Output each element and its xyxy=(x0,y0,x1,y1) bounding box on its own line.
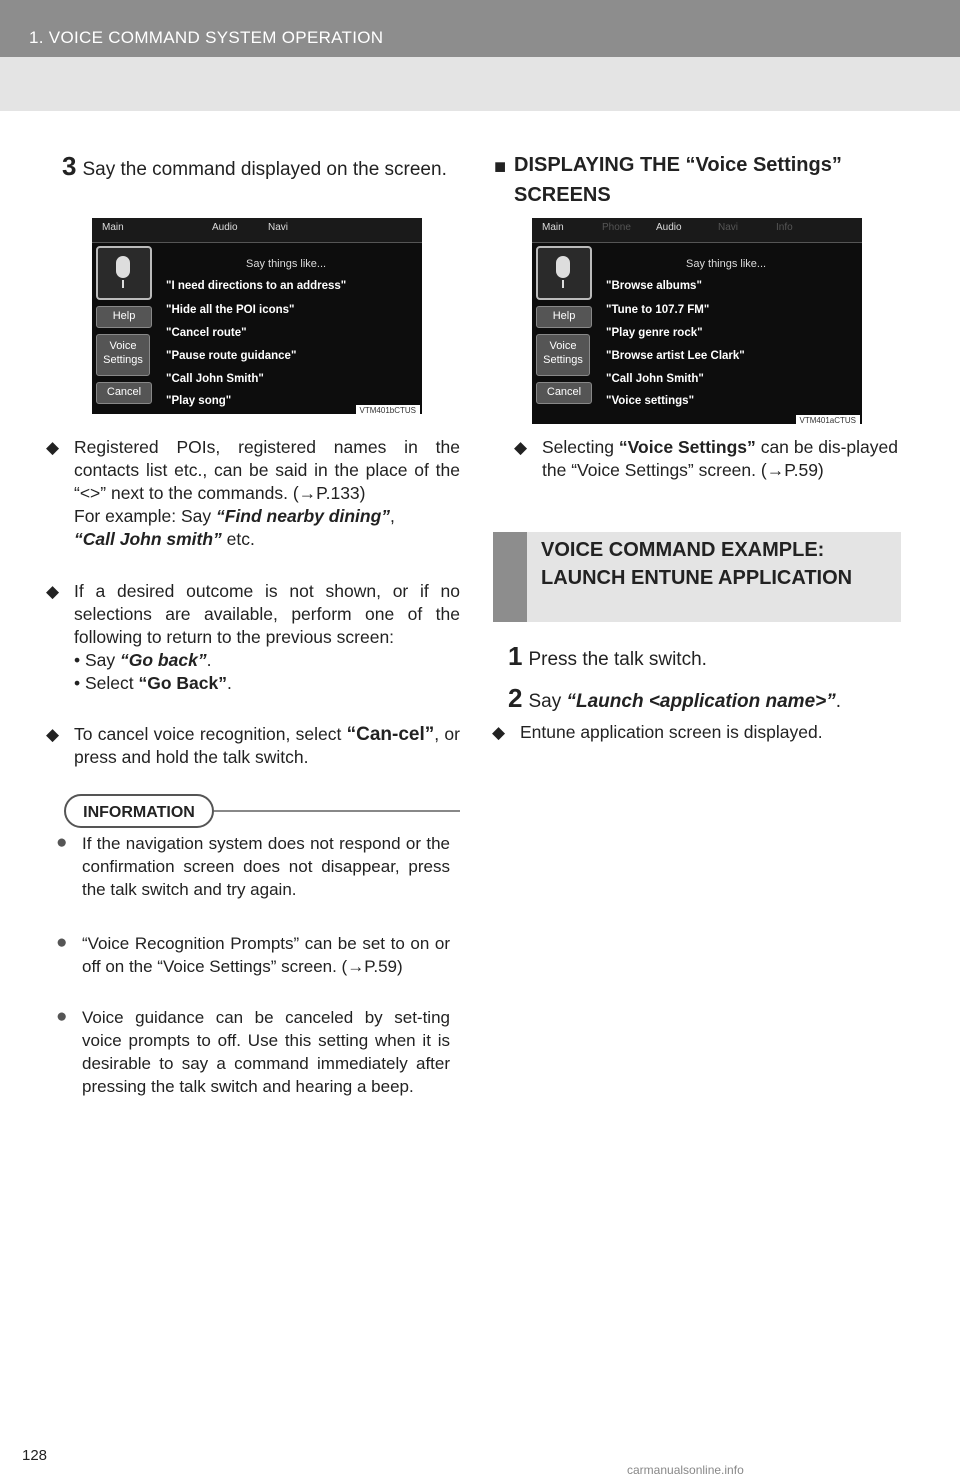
microphone-icon xyxy=(96,246,152,300)
tab-main: Main xyxy=(102,222,124,233)
sub-suffix: . xyxy=(206,650,212,670)
step-1 xyxy=(508,642,908,674)
help-button: Help xyxy=(96,306,152,328)
tab-info: Info xyxy=(776,222,793,233)
command-text: “Launch <application name>” xyxy=(566,691,836,712)
bullet-text: can be dis-played the “Voice Settings” screen. (→P.59) xyxy=(542,437,898,480)
command-item: "Browse albums" xyxy=(606,280,702,292)
bullet-text: Entune application screen is displayed. xyxy=(520,722,823,742)
voice-screen-image-left xyxy=(92,218,422,414)
bullet-text: To cancel voice recognition, select xyxy=(74,724,347,744)
command-item: "Browse artist Lee Clark" xyxy=(606,350,745,362)
bullet-text: Selecting xyxy=(542,437,619,457)
bullet-text: If a desired outcome is not shown, or if no selections are available, perform one of the following to return to the previous screen: xyxy=(74,581,460,647)
bullet-cancel xyxy=(46,723,460,769)
command-item: "I need directions to an address" xyxy=(166,280,347,292)
step-text: Press the talk switch. xyxy=(528,649,707,670)
bullet-registered-pois xyxy=(46,436,460,551)
screen-side-buttons xyxy=(96,246,152,404)
cancel-button: Cancel xyxy=(536,382,592,404)
button-name: “Voice Settings” xyxy=(618,437,756,457)
tab-phone: Phone xyxy=(602,222,631,233)
section-title: 1. VOICE COMMAND SYSTEM OPERATION xyxy=(29,28,384,47)
section-heading xyxy=(494,150,904,210)
info-text: Voice guidance can be canceled by set-ting voice prompts to off. Use this setting when it is desirable to say a command immediately after pressing the talk switch and hearing a beep. xyxy=(82,1008,450,1096)
image-code: VTM401aCTUS xyxy=(796,415,860,424)
example-prefix: For example: Say xyxy=(74,506,216,526)
bullet-icon: ● xyxy=(56,932,68,953)
bullet-icon: ◆ xyxy=(46,725,60,744)
square-bullet-icon: ■ xyxy=(494,156,507,178)
step-3 xyxy=(62,152,462,184)
help-button: Help xyxy=(536,306,592,328)
tab-audio: Audio xyxy=(212,222,238,233)
command-item: "Play song" xyxy=(166,395,232,407)
bullet-voice-settings xyxy=(514,436,898,482)
say-things-prompt: Say things like... xyxy=(686,258,767,270)
voice-screen-image-right xyxy=(532,218,862,424)
say-things-prompt: Say things like... xyxy=(246,258,327,270)
watermark: carmanualsonline.info xyxy=(627,1463,744,1477)
example-comma: , xyxy=(390,506,395,526)
step-text: Say xyxy=(528,691,567,712)
information-label: INFORMATION xyxy=(64,794,214,828)
bullet-icon: ◆ xyxy=(46,582,60,601)
page-header xyxy=(0,0,960,57)
information-divider xyxy=(214,810,460,812)
bullet-go-back xyxy=(46,580,460,695)
sub-prefix: • Select xyxy=(74,673,139,693)
voice-settings-button: Voice Settings xyxy=(96,334,150,376)
example-suffix: etc. xyxy=(221,529,255,549)
button-name: “Go Back” xyxy=(138,673,227,693)
voice-settings-button: Voice Settings xyxy=(536,334,590,376)
section-heading-text: DISPLAYING THE “Voice Settings” SCREENS xyxy=(514,154,842,206)
tab-audio: Audio xyxy=(656,222,682,233)
step-number: 3 xyxy=(62,151,77,181)
command-item: "Cancel route" xyxy=(166,327,247,339)
command-item: "Voice settings" xyxy=(606,395,695,407)
screen-tabs xyxy=(532,218,862,243)
bullet-icon: ● xyxy=(56,1006,68,1027)
step-number: 1 xyxy=(508,641,523,671)
bullet-icon: ● xyxy=(56,832,68,853)
tab-navi: Navi xyxy=(268,222,289,233)
info-text: “Voice Recognition Prompts” can be set to on or off on the “Voice Settings” screen. (→P.59) xyxy=(82,934,450,976)
info-text: If the navigation system does not respond or the confirmation screen does not disappear, press the talk switch and try again. xyxy=(82,834,450,899)
box-title: VOICE COMMAND EXAMPLE: LAUNCH ENTUNE APPLICATION xyxy=(541,539,853,589)
cancel-button: Cancel xyxy=(96,382,152,404)
bullet-icon: ◆ xyxy=(46,438,60,457)
screen-side-buttons xyxy=(536,246,592,404)
command-item: "Pause route guidance" xyxy=(166,350,297,362)
info-item xyxy=(56,932,450,978)
step-suffix: . xyxy=(835,691,842,712)
page-number: 128 xyxy=(22,1447,48,1464)
command-text: “Go back” xyxy=(120,650,207,670)
step-text: Say the command displayed on the screen. xyxy=(82,159,447,180)
sub-prefix: • Say xyxy=(74,650,121,670)
image-code: VTM401bCTUS xyxy=(356,405,420,414)
example-command: “Find nearby dining” xyxy=(216,506,391,526)
bullet-icon: ◆ xyxy=(514,438,528,457)
bullet-text: , or press and hold the talk switch. xyxy=(74,724,460,767)
sub-suffix: . xyxy=(227,673,232,693)
tab-navi: Navi xyxy=(718,222,739,233)
screen-tabs xyxy=(92,218,422,243)
example-command: “Call John smith” xyxy=(74,529,222,549)
step-2 xyxy=(508,684,908,716)
command-item: "Hide all the POI icons" xyxy=(166,304,295,316)
button-name: “Can-cel” xyxy=(346,724,435,745)
microphone-icon xyxy=(536,246,592,300)
header-band xyxy=(0,57,960,111)
command-item: "Tune to 107.7 FM" xyxy=(606,304,710,316)
box-accent-bar xyxy=(493,532,527,622)
info-item xyxy=(56,832,450,901)
bullet-icon: ◆ xyxy=(492,723,506,742)
bullet-entune xyxy=(492,721,900,744)
command-item: "Call John Smith" xyxy=(606,373,704,385)
command-item: "Call John Smith" xyxy=(166,373,264,385)
command-item: "Play genre rock" xyxy=(606,327,703,339)
voice-command-example-box xyxy=(493,532,901,622)
info-item xyxy=(56,1006,450,1098)
step-number: 2 xyxy=(508,683,523,713)
bullet-text: Registered POIs, registered names in the contacts list etc., can be said in the place of the “<>” next to the commands. (→P.133) xyxy=(74,437,460,503)
tab-main: Main xyxy=(542,222,564,233)
